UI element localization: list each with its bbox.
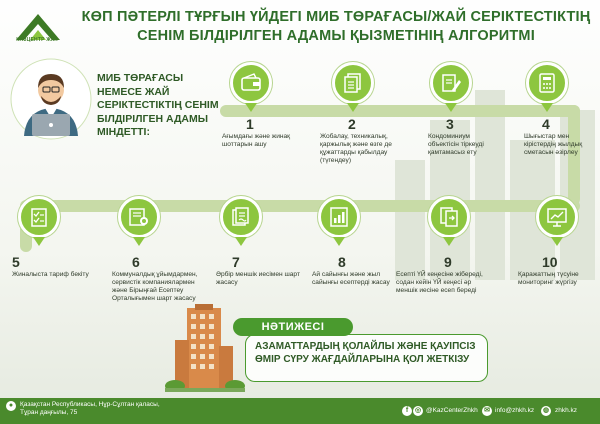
contract-icon <box>230 206 252 228</box>
step-1-text: Ағымдағы және жинақ шоттарын ашу <box>222 133 291 148</box>
step-7-number: 7 <box>232 254 240 270</box>
wallet-icon <box>240 72 262 94</box>
footer-website[interactable]: zhkh.kz <box>555 407 578 414</box>
growth-chart-icon <box>546 206 568 228</box>
lead-text: МИБ ТӨРАҒАСЫ НЕМЕСЕ ЖАЙ СЕРІКТЕСТІКТІҢ СЕНІМ БІЛДІРІЛГЕН АДАМЫ МІНДЕТТІ: <box>97 72 219 138</box>
header <box>0 0 600 58</box>
apartment-building-icon <box>165 300 245 392</box>
step-7-text: Әрбір меншік иесімен шарт жасасу <box>216 271 300 286</box>
logo-icon <box>10 8 66 52</box>
step-5-badge <box>18 196 60 238</box>
step-6-number: 6 <box>132 254 140 270</box>
logo-text: КАЗЦЕНТР ЖКХ <box>16 37 58 43</box>
step-4-text: Шығыстар мен кірістердің жылдық сметасын әзірлеу <box>524 133 583 156</box>
step-3-number: 3 <box>446 116 454 132</box>
step-6-badge <box>118 196 160 238</box>
step-1-number: 1 <box>246 116 254 132</box>
manager-avatar-icon <box>10 58 92 140</box>
step-4 <box>526 62 600 162</box>
result-text: АЗАМАТТАРДЫҢ ҚОЛАЙЛЫ ЖӘНЕ ҚАУІПСІЗ ӨМІР СҮРУ ЖАҒДАЙЛАРЫНА ҚОЛ ЖЕТКІЗУ <box>255 341 476 365</box>
calculator-icon <box>536 72 558 94</box>
step-2-text: Жобалау, техникалық, қаржылық және өзге де құжаттарды қабылдау (түгендеу) <box>320 133 392 164</box>
document-pen-icon <box>440 72 462 94</box>
report-chart-icon <box>328 206 350 228</box>
documents-icon <box>342 72 364 94</box>
step-3 <box>430 62 530 162</box>
step-8-badge <box>318 196 360 238</box>
step-9 <box>396 196 510 306</box>
step-5 <box>12 196 112 306</box>
step-2-number: 2 <box>348 116 356 132</box>
step-4-number: 4 <box>542 116 550 132</box>
step-2 <box>320 62 432 164</box>
checklist-icon <box>28 206 50 228</box>
step-9-badge <box>428 196 470 238</box>
step-10 <box>520 196 600 306</box>
step-3-badge <box>430 62 472 104</box>
location-pin-icon: ● <box>6 401 16 411</box>
step-1-badge <box>230 62 272 104</box>
step-9-number: 9 <box>444 254 452 270</box>
send-report-icon <box>438 206 460 228</box>
step-2-badge <box>332 62 374 104</box>
instagram-icon[interactable]: ◎ <box>414 407 422 414</box>
step-1 <box>222 62 330 162</box>
footer-email[interactable]: info@zhkh.kz <box>495 407 535 414</box>
step-7 <box>214 196 314 306</box>
footer <box>0 398 600 424</box>
email-icon: ✉ <box>482 406 492 416</box>
globe-icon: ◍ <box>542 407 550 414</box>
certificate-icon <box>128 206 150 228</box>
step-5-text: Жиналыста тариф бекіту <box>12 271 89 278</box>
facebook-icon[interactable]: f <box>402 406 412 416</box>
footer-social[interactable]: @KazCenterZhkh <box>426 407 478 414</box>
step-3-text: Кондоминиум объектісін тіркеуді қамтамасыз ету <box>428 133 484 156</box>
step-6 <box>112 196 222 316</box>
step-8-number: 8 <box>338 254 346 270</box>
footer-address: Қазақстан Республикасы, Нұр-Сұлтан қаласы, Тұран даңғылы, 75 <box>20 401 160 416</box>
step-7-badge <box>220 196 262 238</box>
step-10-number: 10 <box>542 254 558 270</box>
step-5-number: 5 <box>12 254 20 270</box>
step-9-text: Есепті ҮЙ кеңесіне жібереді, содан кейін ҮЙ кеңесі әр меншік иесіне есеп береді <box>396 271 483 294</box>
step-8-text: Ай сайынғы және жыл сайынғы есептерді жасау <box>312 271 390 286</box>
step-10-text: Қаражаттың түсуіне мониторинг жүргізу <box>518 271 579 286</box>
step-10-badge <box>536 196 578 238</box>
page-title: КӨП ПӘТЕРЛІ ТҰРҒЫН ҮЙДЕГІ МИБ ТӨРАҒАСЫ/ЖАЙ СЕРІКТЕСТІКТІҢ СЕНІМ БІЛДІРІЛГЕН АДАМЫ ҚЫЗМЕТІНІҢ АЛГОРИТМІ <box>81 9 591 44</box>
result-label: НӘТИЖЕСІ <box>233 318 353 336</box>
step-4-badge <box>526 62 568 104</box>
step-6-text: Коммуналдық ұйымдармен, сервистік компаниялармен және Бірыңғай Есептеу Орталығымен шарт жасасу <box>112 271 198 302</box>
